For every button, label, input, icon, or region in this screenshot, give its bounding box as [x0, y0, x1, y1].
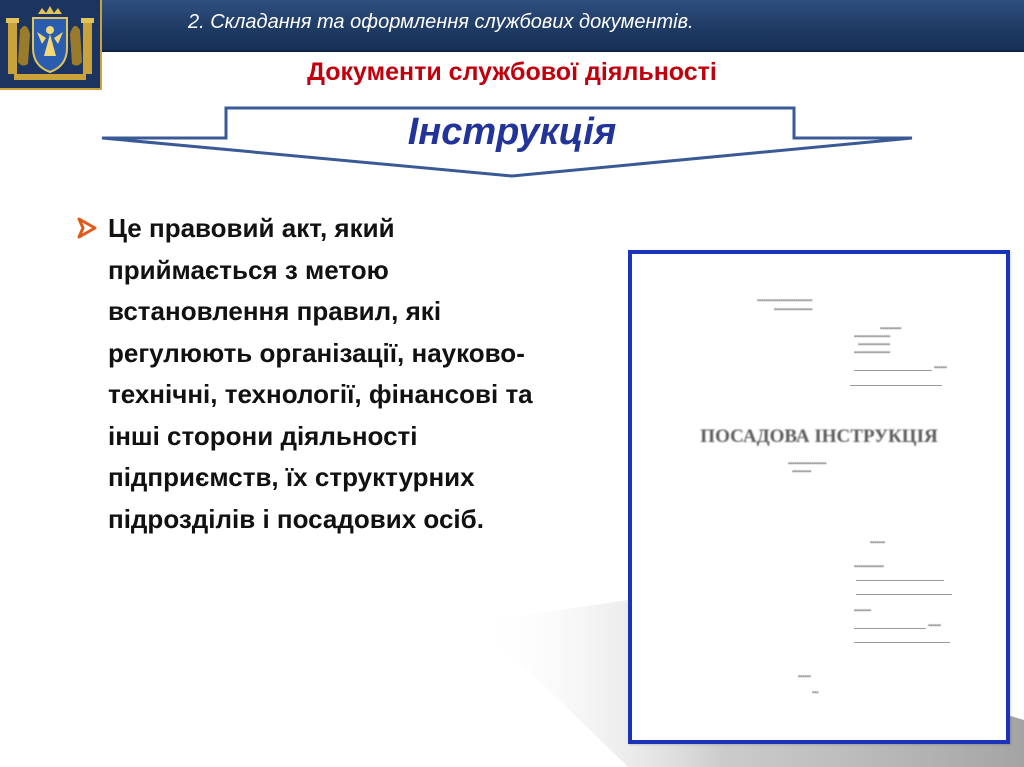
section-subtitle: Документи службової діяльності: [307, 58, 717, 86]
doc-line: ▪▪▪▪▪▪▪▪▪▪▪▪▪▪▪▪▪: [854, 350, 891, 356]
arrow-bullet-icon: [76, 216, 100, 240]
header-bar: [0, 0, 1024, 52]
doc-line: ▪▪▪▪▪▪▪▪: [854, 608, 872, 614]
doc-line: ▪▪▪: [812, 690, 819, 696]
document-title: ПОСАДОВА ІНСТРУКЦІЯ: [700, 426, 938, 447]
doc-line: ▪▪▪▪▪▪▪: [870, 540, 885, 546]
doc-line: ▪▪▪▪▪▪▪▪▪▪▪▪▪▪▪▪▪: [854, 334, 891, 340]
doc-line: ▪▪▪▪▪▪: [934, 365, 947, 371]
doc-line: ▪▪▪▪▪▪▪▪▪: [792, 469, 812, 475]
doc-line: ▪▪▪▪▪▪▪▪▪▪▪▪▪▪▪▪▪▪▪▪▪▪▪▪▪▪: [757, 298, 813, 304]
doc-line: ▪▪▪▪▪▪: [798, 674, 811, 680]
doc-line: ▪▪▪▪▪▪▪▪▪▪: [880, 326, 902, 332]
banner-label: Інструкція: [407, 111, 617, 153]
document-image: [628, 250, 1010, 744]
doc-line: ▪▪▪▪▪▪▪▪▪▪▪▪▪▪▪▪▪▪: [788, 461, 827, 467]
doc-line: ▪▪▪▪▪▪: [928, 623, 941, 629]
doc-line: ▪▪▪▪▪▪▪▪▪▪▪▪▪▪▪: [858, 342, 890, 348]
bullet-text: Це правовий акт, який приймається з метою встановлення правил, які регулюють організації, науково-технічні, технології, фінансові та інші сторони діяльності підприємств, їх структурних підрозділів і посадових осіб.: [108, 213, 533, 534]
doc-line: ▪▪▪▪▪▪▪▪▪▪▪▪▪▪▪▪▪▪: [774, 307, 813, 313]
header-title: 2. Складання та оформлення службових документів.: [188, 11, 694, 33]
doc-line: ▪▪▪▪▪▪▪▪▪▪▪▪▪▪: [854, 564, 884, 570]
